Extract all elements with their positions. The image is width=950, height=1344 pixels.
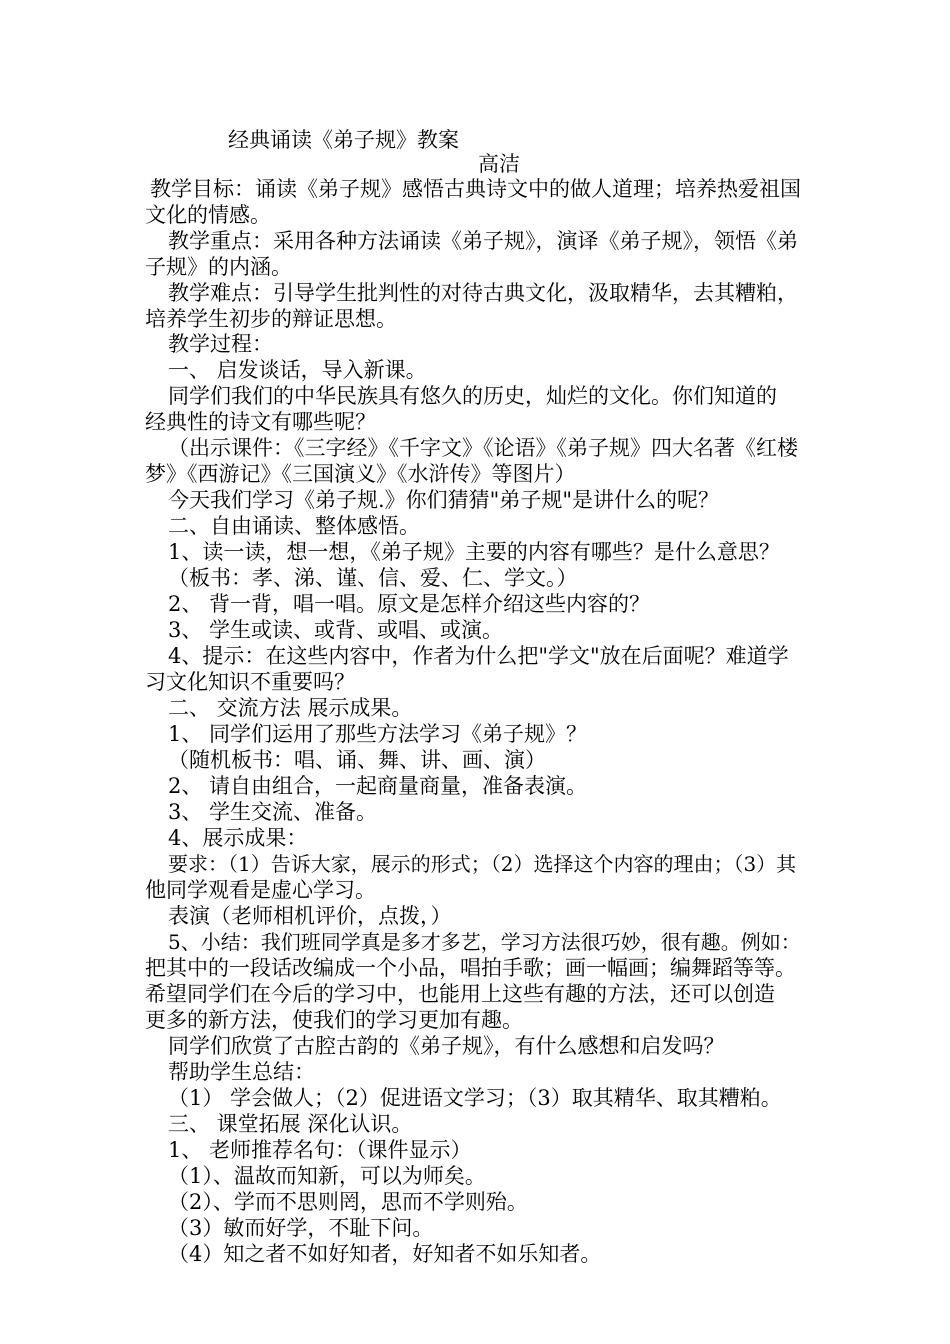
document-line: 经典性的诗文有哪些呢？ <box>145 410 376 434</box>
document-line: 希望同学们在今后的学习中，也能用上这些有趣的方法，还可以创造 <box>145 982 775 1006</box>
document-line: （2）、学而不思则罔，思而不学则殆。 <box>168 1190 528 1214</box>
document-line: 4、展示成果： <box>168 826 308 850</box>
document-line: 子规》的内涵。 <box>145 255 292 279</box>
document-line: （随机板书：唱、诵、舞、讲、画、演） <box>168 748 546 772</box>
document-line: （1）、温故而知新，可以为师矣。 <box>168 1164 486 1188</box>
document-title: 经典诵读《弟子规》教案 <box>228 128 459 152</box>
document-line: 1、读一读，想一想，《弟子规》主要的内容有哪些？是什么意思？ <box>168 540 780 564</box>
document-line: 文化的情感。 <box>145 203 271 227</box>
document-line: （4）知之者不如好知者，好知者不如乐知者。 <box>168 1242 602 1266</box>
document-line: （板书：孝、涕、谨、信、爱、仁、学文。） <box>168 566 578 590</box>
document-line: 5、小结：我们班同学真是多才多艺，学习方法很巧妙，很有趣。例如： <box>168 930 801 954</box>
document-line: 二、 交流方法 展示成果。 <box>168 696 413 720</box>
document-line: 梦》《西游记》《三国演义》《水浒传》等图片） <box>145 462 576 486</box>
document-author: 高洁 <box>478 152 520 176</box>
document-line: 习文化知识不重要吗？ <box>145 670 355 694</box>
document-line: 2、 请自由组合，一起商量商量，准备表演。 <box>168 774 588 798</box>
document-line: 更多的新方法，使我们的学习更加有趣。 <box>145 1008 523 1032</box>
document-line: 今天我们学习《弟子规.》你们猜猜"弟子规"是讲什么的呢？ <box>168 488 719 512</box>
document-line: （3）敏而好学，不耻下问。 <box>168 1216 434 1240</box>
document-line: 同学们欣赏了古腔古韵的《弟子规》，有什么感想和启发吗？ <box>168 1034 725 1058</box>
document-line: 3、 学生或读、或背、或唱、或演。 <box>168 618 504 642</box>
document-line: 表演（老师相机评价，点拨，） <box>168 904 452 928</box>
document-line: 三、 课堂拓展 深化认识。 <box>168 1112 413 1136</box>
document-line: 教学难点：引导学生批判性的对待古典文化，汲取精华，去其糟粕， <box>168 281 798 305</box>
document-line: 一、 启发谈话，导入新课。 <box>168 358 427 382</box>
document-line: 4、提示：在这些内容中，作者为什么把"学文"放在后面呢？难道学 <box>168 644 789 668</box>
document-line: 3、 学生交流、准备。 <box>168 800 378 824</box>
document-line: 1、 老师推荐名句：（课件显示） <box>168 1138 472 1162</box>
document-line: 二、自由诵读、整体感悟。 <box>168 514 420 538</box>
document-line: （1） 学会做人；（2）促进语文学习；（3）取其精华、取其糟粕。 <box>168 1086 782 1110</box>
document-line: 同学们我们的中华民族具有悠久的历史，灿烂的文化。你们知道的 <box>168 384 777 408</box>
document-line: 教学过程： <box>168 332 273 356</box>
document-line: 2、 背一背，唱一唱。原文是怎样介绍这些内容的？ <box>168 592 651 616</box>
document-line: 他同学观看是虚心学习。 <box>145 878 376 902</box>
document-line: 帮助学生总结： <box>168 1060 315 1084</box>
document-line: 1、 同学们运用了那些方法学习《弟子规》？ <box>168 722 588 746</box>
document-line: 教学重点：采用各种方法诵读《弟子规》，演译《弟子规》，领悟《弟 <box>168 229 798 253</box>
document-line: 培养学生初步的辩证思想。 <box>145 307 397 331</box>
document-line: 教学目标：诵读《弟子规》感悟古典诗文中的做人道理；培养热爱祖国 <box>150 177 801 201</box>
document-line: 把其中的一段话改编成一个小品，唱拍手歌；画一幅画；编舞蹈等等。 <box>145 956 796 980</box>
document-line: 要求：（1）告诉大家，展示的形式；（2）选择这个内容的理由；（3）其 <box>168 852 797 876</box>
document-line: （出示课件：《三字经》《千字文》《论语》《弟子规》四大名著《红楼 <box>168 436 798 460</box>
